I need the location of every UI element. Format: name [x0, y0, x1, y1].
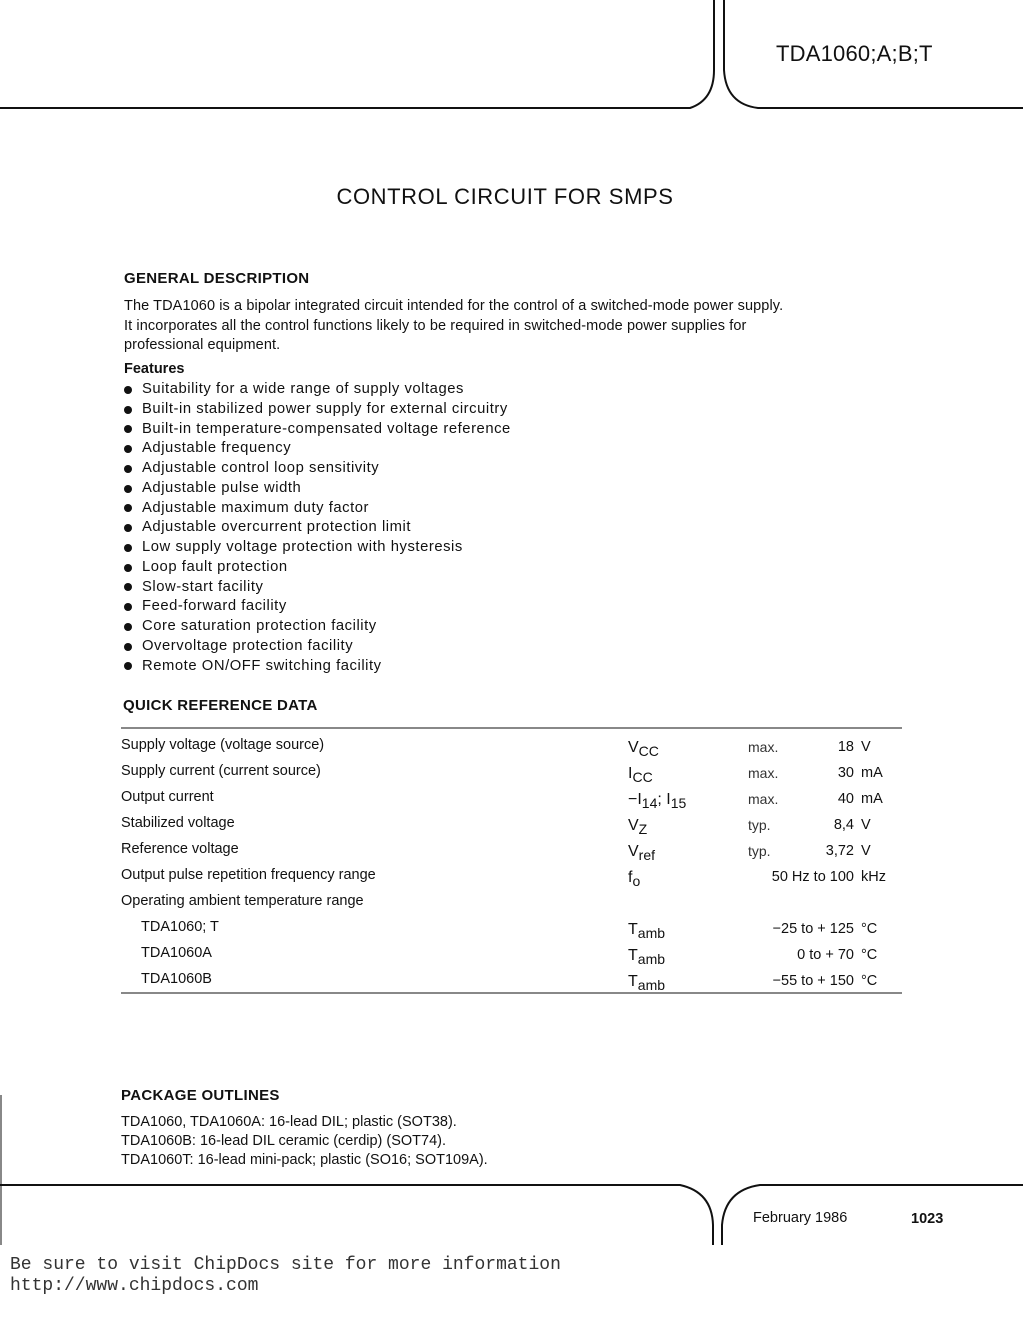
value: 50 Hz to 100: [771, 869, 854, 885]
parameter-label: TDA1060B: [141, 971, 212, 987]
promo-url[interactable]: http://www.chipdocs.com: [10, 1276, 259, 1296]
symbol: [628, 843, 655, 863]
symbol-subscript: amb: [637, 951, 666, 967]
promo-text: [10, 1255, 561, 1297]
symbol: [628, 765, 653, 785]
symbol-main: T: [628, 973, 638, 990]
bullet-icon: [124, 445, 132, 453]
package-line: TDA1060T: 16-lead mini-pack; plastic (SO16; SOT109A).: [121, 1152, 488, 1168]
value: −25 to + 125: [772, 921, 854, 937]
qualifier: max.: [748, 765, 779, 781]
bullet-icon: [124, 603, 132, 611]
general-description-heading: GENERAL DESCRIPTION: [124, 270, 310, 287]
symbol: [628, 921, 665, 941]
unit: V: [861, 817, 871, 833]
symbol: [628, 791, 686, 811]
package-line: TDA1060, TDA1060A: 16-lead DIL; plastic (SOT38).: [121, 1114, 457, 1130]
package-outlines-list: [121, 1113, 488, 1170]
quick-reference-table: [121, 737, 902, 997]
bullet-icon: [124, 643, 132, 651]
table-row: [121, 737, 902, 763]
symbol-subscript: Z: [638, 821, 648, 837]
unit: kHz: [861, 869, 886, 885]
feature-item: Adjustable overcurrent protection limit: [124, 518, 511, 538]
features-heading: Features: [124, 361, 185, 377]
unit: V: [861, 739, 871, 755]
unit: °C: [861, 921, 878, 937]
features-list: [124, 380, 511, 676]
feature-item: Loop fault protection: [124, 558, 511, 578]
feature-item: Core saturation protection facility: [124, 617, 511, 637]
feature-item: Feed-forward facility: [124, 597, 511, 617]
bullet-icon: [124, 662, 132, 670]
header-rule-left: [0, 0, 714, 108]
symbol: [628, 739, 659, 759]
footer-rule-left: [0, 1185, 713, 1245]
feature-item: Adjustable frequency: [124, 439, 511, 459]
page-title: CONTROL CIRCUIT FOR SMPS: [336, 184, 674, 209]
parameter-label: Reference voltage: [121, 841, 239, 857]
value: 18: [837, 739, 854, 755]
symbol-subscript: CC: [632, 769, 653, 785]
parameter-label: Operating ambient temperature range: [121, 893, 364, 909]
symbol-subscript: amb: [637, 977, 666, 993]
quick-reference-heading: QUICK REFERENCE DATA: [123, 697, 318, 714]
symbol-subscript: 15: [670, 795, 687, 811]
feature-item: Slow-start facility: [124, 578, 511, 598]
value: 8,4: [833, 817, 854, 833]
table-row: [121, 893, 902, 919]
unit: V: [861, 843, 871, 859]
qualifier: typ.: [748, 817, 771, 833]
parameter-label: Stabilized voltage: [121, 815, 235, 831]
value: 40: [837, 791, 854, 807]
symbol-subscript: o: [632, 873, 641, 889]
feature-item: Adjustable pulse width: [124, 479, 511, 499]
unit: °C: [861, 973, 878, 989]
symbol-main: f: [628, 869, 633, 886]
value: 30: [837, 765, 854, 781]
value: −55 to + 150: [772, 973, 854, 989]
value: 3,72: [825, 843, 854, 859]
parameter-label: Supply voltage (voltage source): [121, 737, 325, 753]
package-outlines-heading: PACKAGE OUTLINES: [121, 1087, 280, 1104]
qualifier: max.: [748, 739, 779, 755]
feature-item: Built-in temperature-compensated voltage reference: [124, 420, 511, 440]
table-row: [121, 763, 902, 789]
bullet-icon: [124, 485, 132, 493]
package-line: TDA1060B: 16-lead DIL ceramic (cerdip) (SOT74).: [121, 1133, 447, 1149]
symbol: [628, 817, 647, 837]
value: 0 to + 70: [797, 947, 854, 963]
bullet-icon: [124, 504, 132, 512]
bullet-icon: [124, 583, 132, 591]
symbol-main: V: [628, 843, 639, 860]
table-row: [121, 971, 902, 997]
symbol-main: ; I: [657, 791, 671, 808]
bullet-icon: [124, 386, 132, 394]
table-row: [121, 815, 902, 841]
symbol-main: I: [628, 765, 633, 782]
table-row: [121, 789, 902, 815]
feature-item: Adjustable maximum duty factor: [124, 499, 511, 519]
symbol-main: −I: [628, 791, 642, 808]
symbol: [628, 869, 640, 889]
feature-item: Built-in stabilized power supply for external circuitry: [124, 400, 511, 420]
description-line: professional equipment.: [124, 337, 281, 353]
symbol-subscript: ref: [638, 847, 656, 863]
table-row: [121, 867, 902, 893]
symbol-main: T: [628, 921, 638, 938]
promo-line: Be sure to visit ChipDocs site for more information: [10, 1255, 561, 1275]
symbol-subscript: 14: [641, 795, 658, 811]
feature-item: Low supply voltage protection with hysteresis: [124, 538, 511, 558]
symbol: [628, 947, 665, 967]
bullet-icon: [124, 524, 132, 532]
part-number: TDA1060;A;B;T: [776, 41, 933, 66]
symbol-main: V: [628, 817, 639, 834]
unit: mA: [861, 765, 883, 781]
feature-item: Adjustable control loop sensitivity: [124, 459, 511, 479]
parameter-label: TDA1060; T: [141, 919, 219, 935]
feature-item: Remote ON/OFF switching facility: [124, 657, 511, 677]
description-line: It incorporates all the control functions likely to be required in switched-mode power supplies for: [124, 317, 747, 334]
bullet-icon: [124, 623, 132, 631]
symbol-main: V: [628, 739, 639, 756]
description-line: The TDA1060 is a bipolar integrated circuit intended for the control of a switched-mode power supply.: [124, 298, 784, 314]
feature-item: Overvoltage protection facility: [124, 637, 511, 657]
parameter-label: TDA1060A: [141, 945, 212, 961]
symbol-main: T: [628, 947, 638, 964]
unit: mA: [861, 791, 883, 807]
bullet-icon: [124, 406, 132, 414]
bullet-icon: [124, 425, 132, 433]
parameter-label: Output pulse repetition frequency range: [121, 867, 376, 883]
page-number: 1023: [911, 1211, 944, 1227]
table-row: [121, 919, 902, 945]
footer-date: February 1986: [753, 1210, 848, 1226]
bullet-icon: [124, 544, 132, 552]
symbol: [628, 973, 665, 993]
qualifier: typ.: [748, 843, 771, 859]
bullet-icon: [124, 465, 132, 473]
unit: °C: [861, 947, 878, 963]
symbol-subscript: CC: [638, 743, 659, 759]
feature-item: Suitability for a wide range of supply voltages: [124, 380, 511, 400]
parameter-label: Output current: [121, 789, 214, 805]
qualifier: max.: [748, 791, 779, 807]
parameter-label: Supply current (current source): [121, 763, 321, 779]
table-row: [121, 841, 902, 867]
general-description-text: [124, 297, 924, 356]
table-row: [121, 945, 902, 971]
symbol-subscript: amb: [637, 925, 666, 941]
bullet-icon: [124, 564, 132, 572]
